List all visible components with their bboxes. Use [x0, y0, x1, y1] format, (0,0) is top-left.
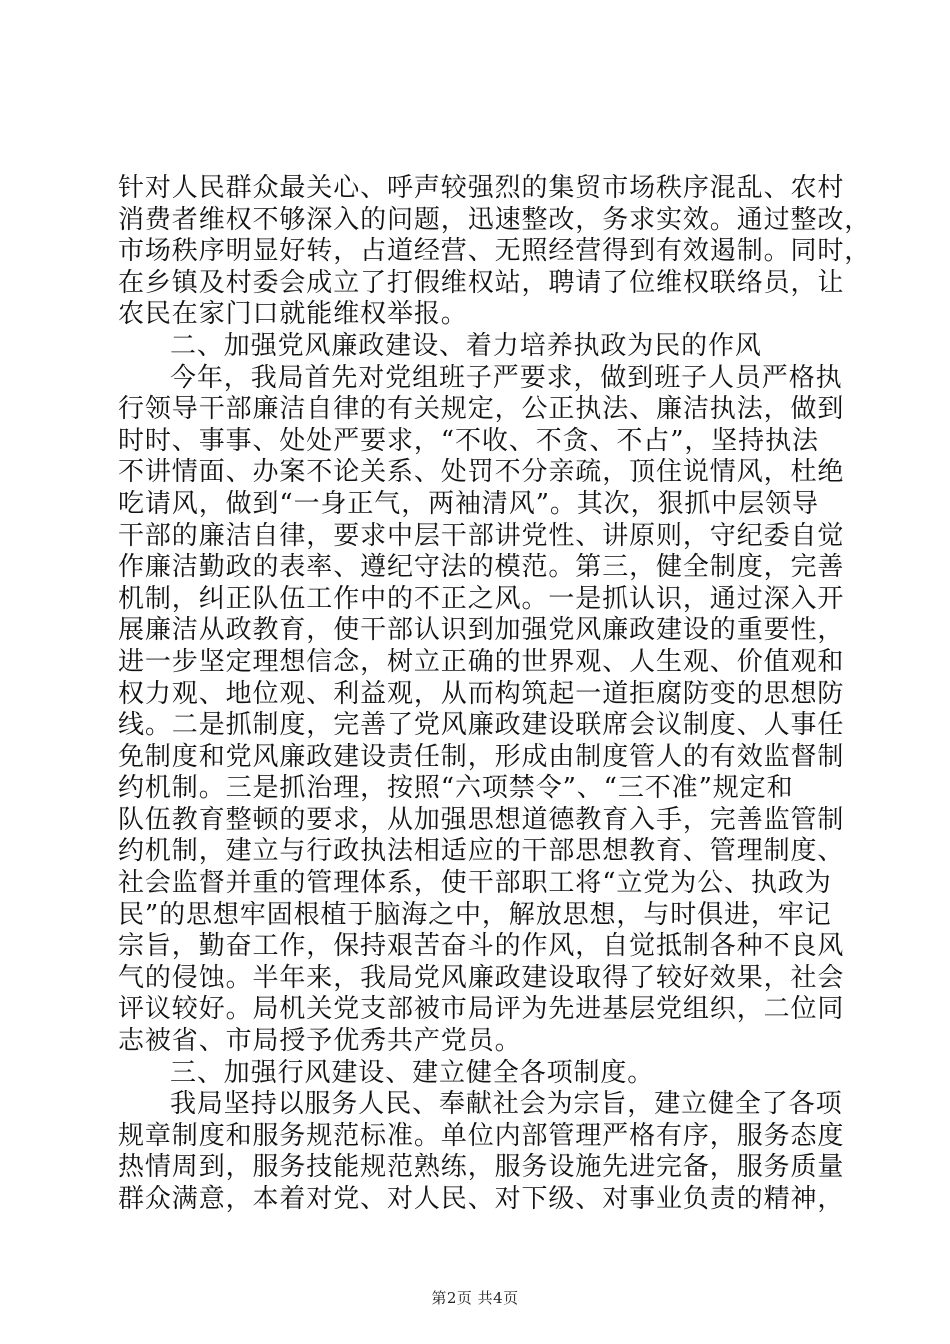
text-line: 约机制，建立与行政执法相适应的干部思想教育、管理制度、: [118, 836, 845, 867]
text-line: 干部的廉洁自律，要求中层干部讲党性、讲原则，守纪委自觉: [118, 520, 845, 551]
text-line: 志被省、市局授予优秀共产党员。: [118, 1026, 522, 1057]
text-line: 热情周到，服务技能规范熟练，服务设施先进完备，服务质量: [118, 1152, 845, 1183]
text-line: 队伍教育整顿的要求，从加强思想道德教育入手，完善监管制: [118, 804, 845, 835]
text-line: 线。二是抓制度，完善了党风廉政建设联席会议制度、人事任: [118, 710, 845, 741]
text-line: 约机制。三是抓治理，按照“六项禁令”、“三不准”规定和: [118, 773, 794, 804]
text-line: 机制，纠正队伍工作中的不正之风。一是抓认识，通过深入开: [118, 583, 845, 614]
text-line: 三、加强行风建设、建立健全各项制度。: [170, 1057, 655, 1088]
text-line: 行领导干部廉洁自律的有关规定，公正执法、廉洁执法，做到: [118, 394, 845, 425]
text-line: 消费者维权不够深入的问题，迅速整改，务求实效。通过整改，: [118, 204, 872, 235]
text-line: 社会监督并重的管理体系，使干部职工将“立党为公、执政为: [118, 868, 832, 899]
text-line: 今年，我局首先对党组班子严要求，做到班子人员严格执: [170, 362, 843, 393]
text-line: 展廉洁从政教育，使干部认识到加强党风廉政建设的重要性，: [118, 615, 845, 646]
text-line: 不讲情面、办案不论关系、处罚不分亲疏，顶住说情风，杜绝: [118, 457, 845, 488]
text-line: 市场秩序明显好转，占道经营、无照经营得到有效遏制。同时，: [118, 236, 872, 267]
text-line: 我局坚持以服务人民、奉献社会为宗旨，建立健全了各项: [170, 1089, 843, 1120]
text-line: 群众满意，本着对党、对人民、对下级、对事业负责的精神，: [118, 1184, 845, 1214]
text-line: 时时、事事、处处严要求，“不收、不贪、不占”，坚持执法: [118, 425, 819, 456]
text-line: 二、加强党风廉政建设、着力培养执政为民的作风: [170, 330, 762, 361]
text-line: 进一步坚定理想信念，树立正确的世界观、人生观、价值观和: [118, 646, 845, 677]
text-line: 权力观、地位观、利益观，从而构筑起一道拒腐防变的思想防: [118, 678, 845, 709]
document-body: [118, 173, 872, 1216]
text-line: 气的侵蚀。半年来，我局党风廉政建设取得了较好效果，社会: [118, 962, 845, 993]
text-line: 吃请风，做到“一身正气，两袖清风”。其次，狠抓中层领导: [118, 488, 819, 519]
text-line: 针对人民群众最关心、呼声较强烈的集贸市场秩序混乱、农村: [118, 173, 845, 203]
text-line: 在乡镇及村委会成立了打假维权站，聘请了位维权联络员，让: [118, 267, 845, 298]
text-line: 作廉洁勤政的表率、遵纪守法的模范。第三，健全制度，完善: [118, 552, 845, 583]
text-line: 农民在家门口就能维权举报。: [118, 299, 468, 330]
page-footer: 第2页 共4页: [431, 1289, 519, 1307]
text-line: 评议较好。局机关党支部被市局评为先进基层党组织，二位同: [118, 994, 845, 1025]
text-line: 免制度和党风廉政建设责任制，形成由制度管人的有效监督制: [118, 741, 845, 772]
text-line: 民”的思想牢固根植于脑海之中，解放思想，与时俱进，牢记: [118, 899, 832, 930]
text-line: 规章制度和服务规范标准。单位内部管理严格有序，服务态度: [118, 1120, 845, 1151]
text-line: 宗旨，勤奋工作，保持艰苦奋斗的作风，自觉抵制各种不良风: [118, 931, 845, 962]
